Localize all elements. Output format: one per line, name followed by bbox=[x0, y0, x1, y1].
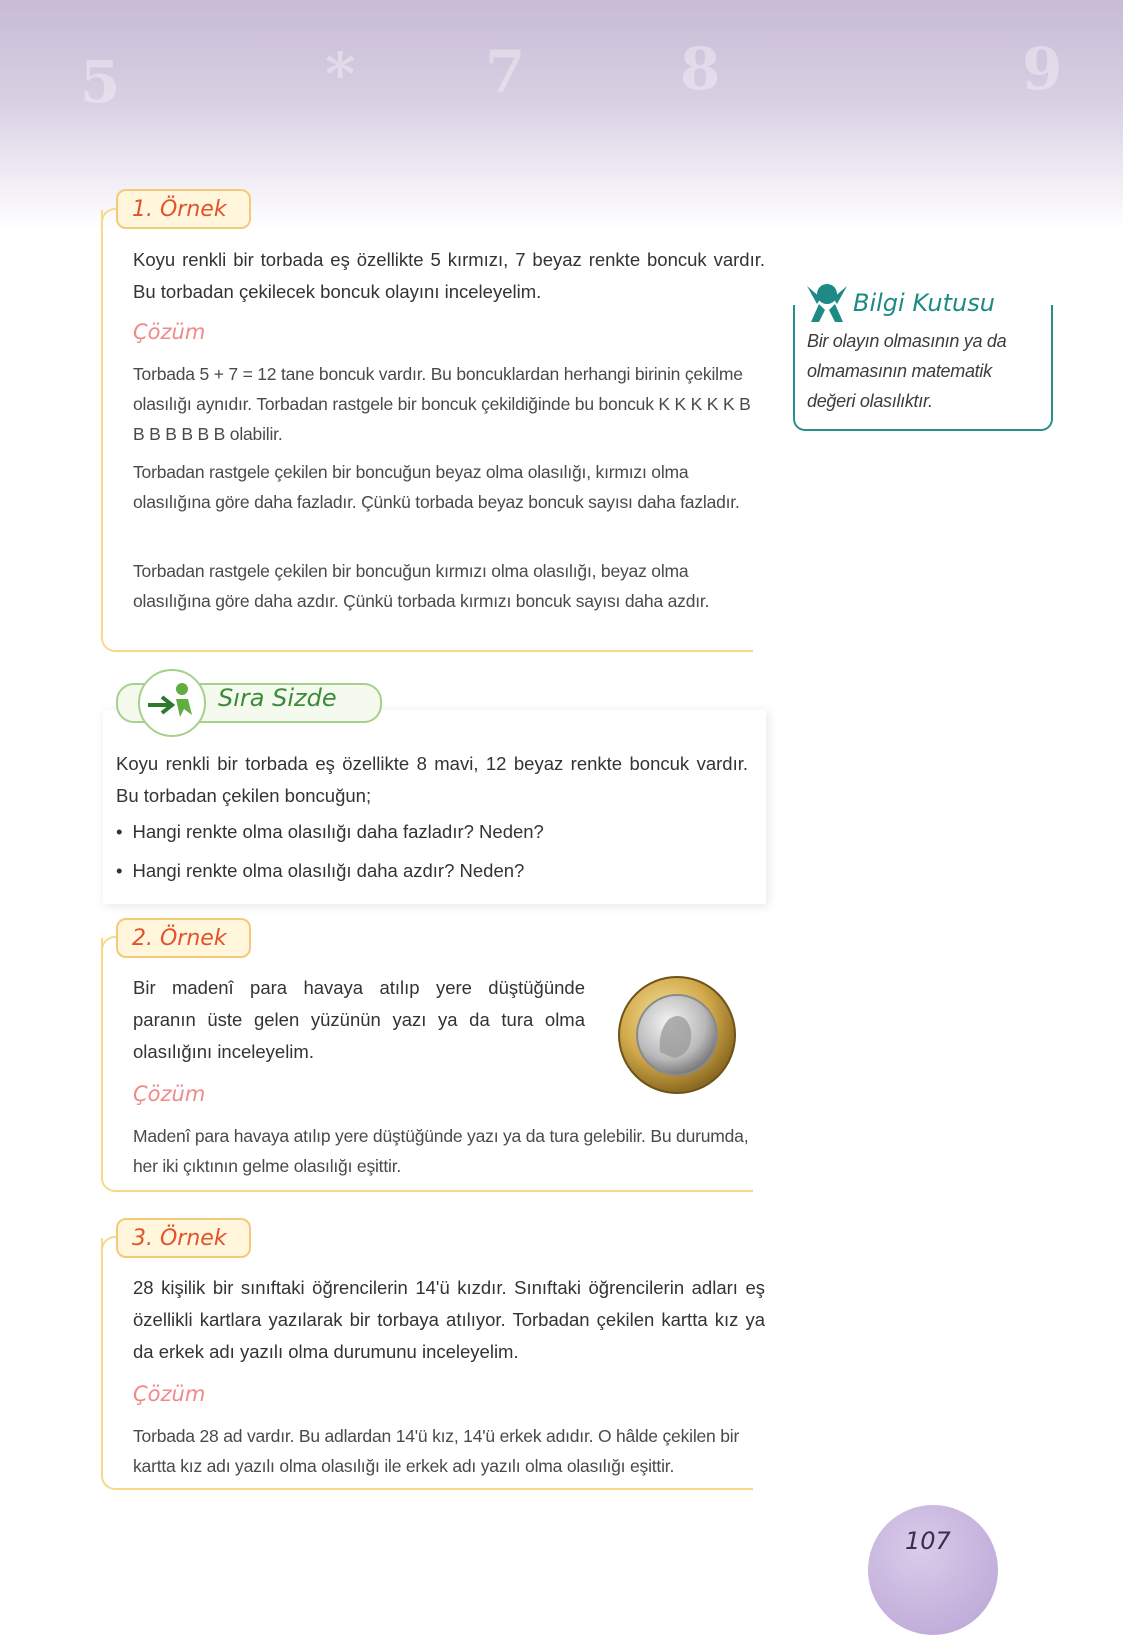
ornek-2-solution: Madenî para havaya atılıp yere düştüğünde yazı ya da tura gelebilir. Bu durumda, her iki çıktının gelme olasılığı eşittir. bbox=[133, 1126, 749, 1176]
ornek-1-cozum-label: Çözüm bbox=[133, 320, 206, 344]
ornek-3-solution: Torbada 28 ad vardır. Bu adlardan 14'ü kız, 14'ü erkek adıdır. O hâlde çekilen bir kartta kız adı yazılı olma olasılığı ile erkek adı yazılı olma olasılığı eşittir. bbox=[133, 1426, 740, 1476]
ornek-3-label: 3. Örnek bbox=[116, 1218, 251, 1258]
ornek-3-question: 28 kişilik bir sınıftaki öğrencilerin 14'ü kızdır. Sınıftaki öğrencilerin adları eş özellikli kartlara yazılarak bir torbaya atılıyor. Torbadan çekilen kartta kız ya da erkek adı yazılı olma durumunu inceleyelim. bbox=[133, 1277, 765, 1362]
ornek-2-cozum-label: Çözüm bbox=[133, 1082, 206, 1106]
ornek-2-question: Bir madenî para havaya atılıp yere düştüğünde paranın üste gelen yüzünün yazı ya da tura olma olasılığını inceleyelim. bbox=[133, 977, 585, 1062]
sira-sizde-label: Sıra Sizde bbox=[218, 684, 337, 712]
sira-sizde-circle bbox=[138, 669, 206, 737]
bilgi-kutusu-text: Bir olayın olmasının ya da olmamasının matematik değeri olasılıktır. bbox=[807, 331, 1007, 411]
page-number-badge bbox=[868, 1505, 998, 1635]
bullet-item: • Hangi renkte olma olasılığı daha azdır? Neden? bbox=[116, 851, 544, 890]
page-number: 107 bbox=[905, 1527, 951, 1555]
ornek-1-solution-p2: Torbadan rastgele çekilen bir boncuğun beyaz olma olasılığı, kırmızı olma olasılığına göre daha fazladır. Çünkü torbada beyaz boncuk sayısı daha fazladır. bbox=[133, 462, 740, 512]
coin-image bbox=[616, 974, 738, 1096]
arrow-person-icon bbox=[140, 671, 204, 735]
ornek-1-question: Koyu renkli bir torbada eş özellikte 5 kırmızı, 7 beyaz renkte boncuk vardır. Bu torbadan çekilecek boncuk olayını inceleyelim. bbox=[133, 249, 765, 302]
bilgi-kutusu-title: Bilgi Kutusu bbox=[853, 289, 995, 317]
bullet-item: • Hangi renkte olma olasılığı daha fazladır? Neden? bbox=[116, 812, 544, 851]
sira-sizde-bullets bbox=[116, 812, 544, 890]
header-background: 5 * 7 8 9 bbox=[0, 0, 1123, 230]
ornek-1-label: 1. Örnek bbox=[116, 189, 251, 229]
ornek-2-label: 2. Örnek bbox=[116, 918, 251, 958]
ornek-1-solution-p3: Torbadan rastgele çekilen bir boncuğun kırmızı olma olasılığı, beyaz olma olasılığına göre daha azdır. Çünkü torbada kırmızı boncuk sayısı daha azdır. bbox=[133, 561, 710, 611]
ornek-1-solution-p1: Torbada 5 + 7 = 12 tane boncuk vardır. Bu boncuklardan herhangi birinin çekilme olasılığı aynıdır. Torbadan rastgele bir boncuk çekildiğinde bu boncuk K K K K K B B B B B B B olabilir. bbox=[133, 364, 751, 444]
sira-sizde-question: Koyu renkli bir torbada eş özellikte 8 mavi, 12 beyaz renkte boncuk vardır. Bu torbadan çekilen boncuğun; bbox=[116, 753, 748, 806]
ornek-3-cozum-label: Çözüm bbox=[133, 1382, 206, 1406]
